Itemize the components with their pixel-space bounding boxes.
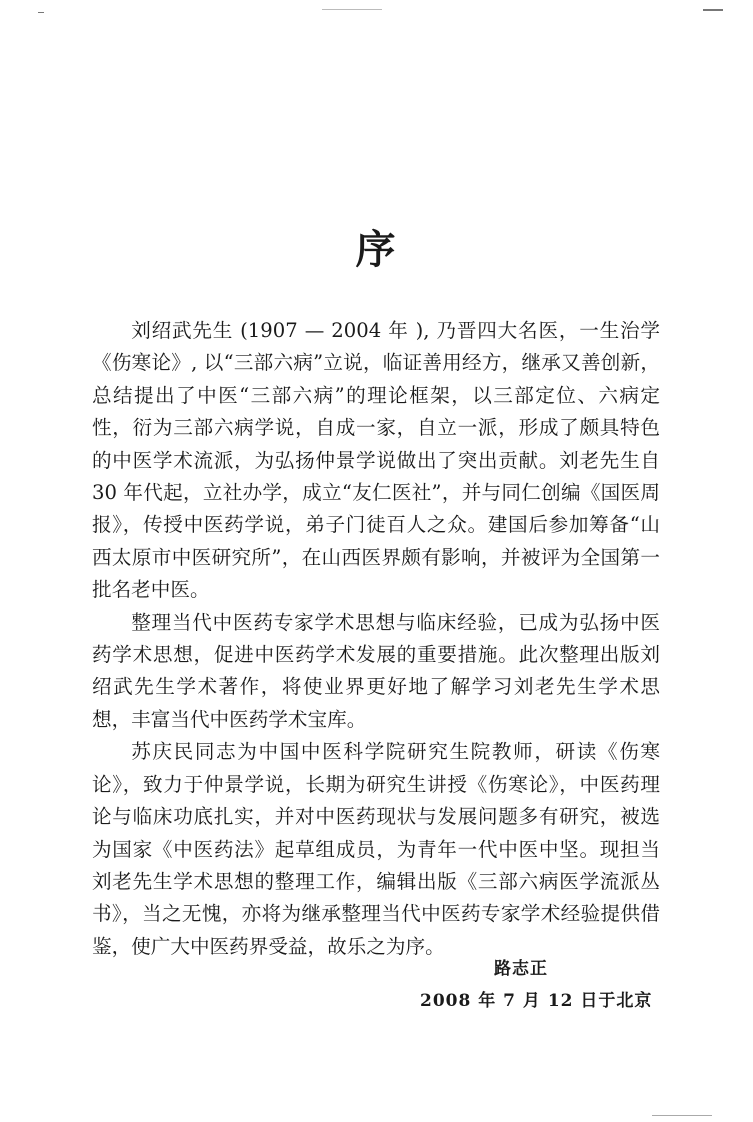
scan-mark-top-right bbox=[703, 9, 723, 11]
author-signature: 路志正 bbox=[494, 959, 548, 979]
paragraph-1: 刘绍武先生 (1907 — 2004 年 ), 乃晋四大名医，一生治学《伤寒论》, 以“三部六病”立说，临证善用经方，继承又善创新，总结提出了中医“三部六病”的理论框架，以三部定位、六病定性，衍为三部六病学说，自成一家，自立一派，形成了颇具特色的中医学术流派，为弘扬仲景学说做出了突出贡献。刘老先生自 30 年代起，立社办学，成立“友仁医社”，并与同仁创编《国医周报》，传授中医药学说，弟子门徒百人之众。建国后参加筹备“山西太原市中医研究所”，在山西医界颇有影响，并被评为全国第一批名老中医。 bbox=[92, 319, 660, 602]
preface-body bbox=[92, 315, 660, 963]
paragraph-3: 苏庆民同志为中国中医科学院研究生院教师，研读《伤寒论》，致力于仲景学说，长期为研究生讲授《伤寒论》，中医药理论与临床功底扎实，并对中医药现状与发展问题多有研究，被选为国家《中医药法》起草组成员，为青年一代中医中坚。现担当刘老先生学术思想的整理工作，编辑出版《三部六病医学流派丛书》，当之无愧，亦将为继承整理当代中医药专家学术经验提供借鉴，使广大中医药界受益，故乐之为序。 bbox=[92, 740, 660, 958]
paragraph-2: 整理当代中医药专家学术思想与临床经验，已成为弘扬中医药学术思想，促进中医药学术发展的重要措施。此次整理出版刘绍武先生学术著作，将使业界更好地了解学习刘老先生学术思想，丰富当代中医药学术宝库。 bbox=[92, 610, 660, 731]
scan-mark-top-left bbox=[38, 12, 44, 13]
scan-mark-bottom-right bbox=[652, 1115, 712, 1116]
date-place-line: 2008 年 7 月 12 日于北京 bbox=[420, 991, 653, 1011]
scan-mark-top-center bbox=[322, 9, 382, 10]
page-title: 序 bbox=[355, 226, 398, 273]
